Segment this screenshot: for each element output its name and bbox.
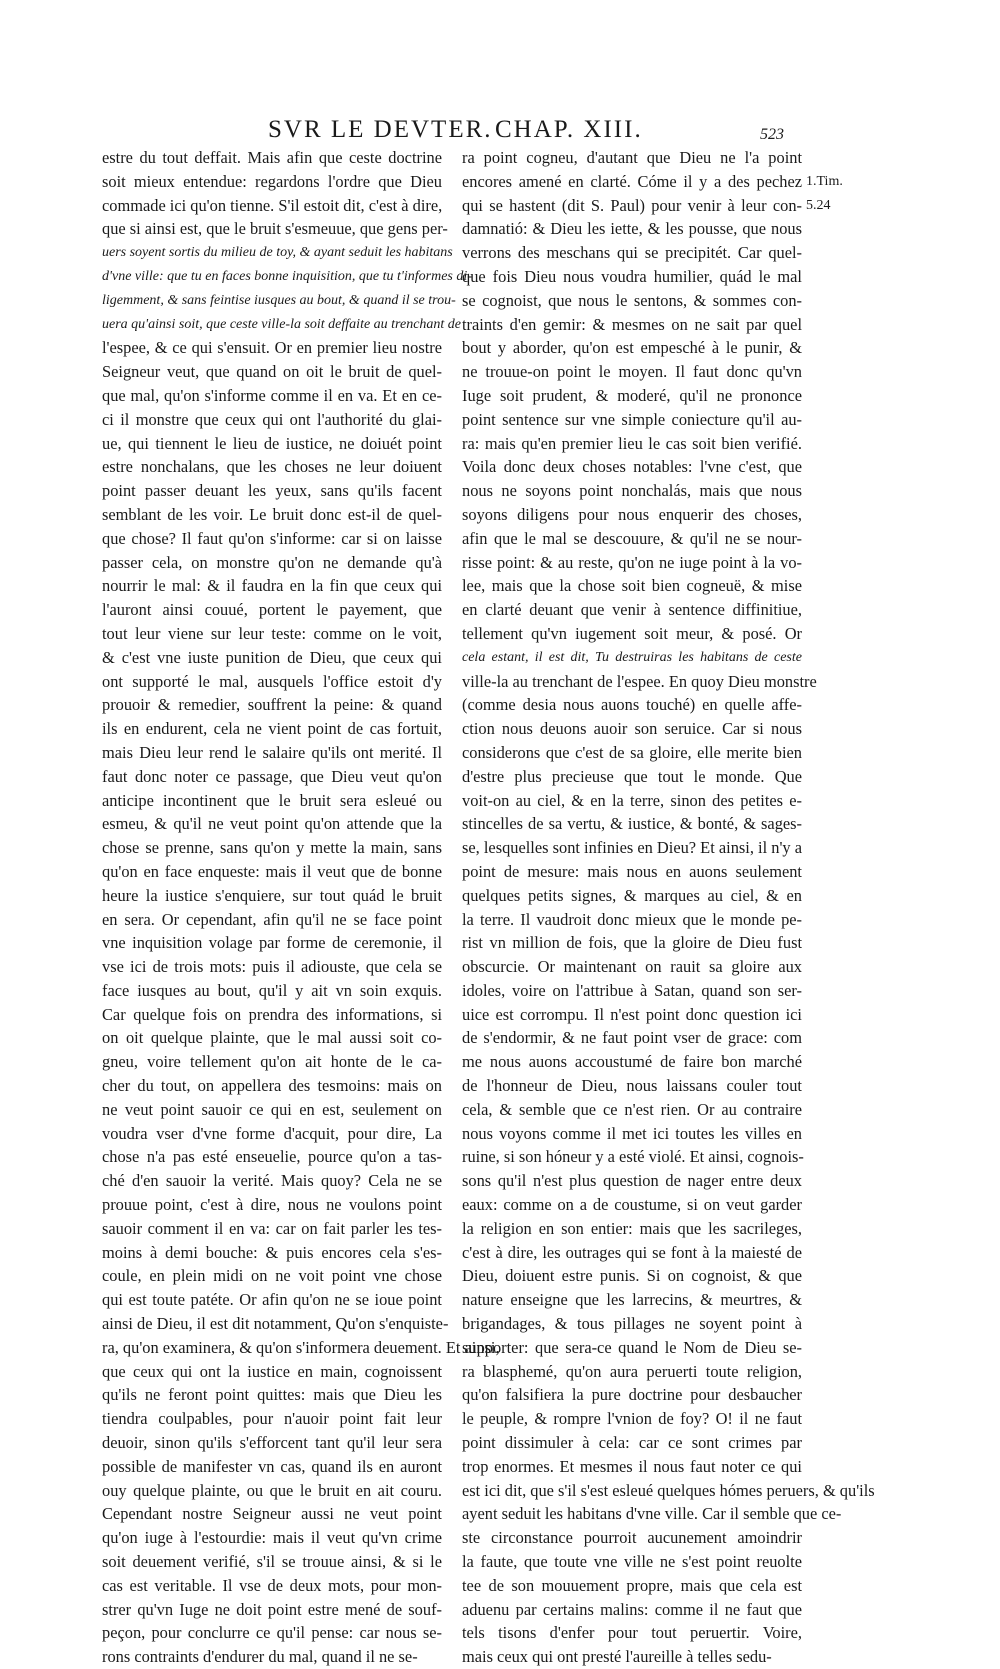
text-line: que mal, qu'on s'informe comme il en va. Et en ce- [102,385,442,405]
text-line: quelques petits signes, & marques au ciel, & en [462,885,802,905]
text-line: mais Dieu leur rend le salaire qu'ils ont merité. Il [102,742,442,762]
text-line: que chose? Il faut qu'on s'informe: car si on laisse [102,528,442,548]
text-line: Cependant nostre Seigneur aussi ne veut point [102,1504,442,1524]
text-line: se cognoist, que nous le sentons, & sommes con- [462,290,802,310]
text-line: gneu, voire tellement qu'on ait honte de le ca- [102,1052,442,1072]
text-line: strer qu'vn Iuge ne doit point estre mené de souf- [102,1599,442,1619]
text-line: soit mieux entendue: regardons l'ordre que Dieu [102,171,442,191]
text-line: qui est toute patéte. Or afin qu'on ne se ioue point [102,1290,442,1310]
text-line: ont supporté le mal, ausquels l'office estoit d'y [102,671,442,691]
text-line: afin que le mal se descouure, & qu'il ne se nour- [462,528,802,548]
text-line: ue, qui tiennent le lieu de iustice, ne doiuét point [102,433,442,453]
text-line: l'auront ainsi couué, portent le payement, que [102,600,442,620]
text-line: mais ceux qui ont presté l'aureille à telles sedu- [462,1647,772,1667]
text-line: tellement qu'vn iugement soit meur, & posé. Or [462,623,802,643]
page-number: 523 [760,126,784,143]
text-line: en clarté deuant que venir à sentence diffinitiue, [462,600,802,620]
text-line: passer cela, on monstre qu'on ne demande qu'à [102,552,442,572]
text-line: face iusques au bout, qu'il y ait vn soin exquis. [102,980,442,1000]
text-line: stincelles de sa vertu, & iustice, & bonté, & sages- [462,814,802,834]
text-line: le peuple, & rompre l'vnion de foy? O! il ne faut [462,1409,802,1429]
text-line: sauoir comment il en va: car on fait parler les tes- [102,1218,442,1238]
text-line: me nous auons accoustumé de faire bon marché [462,1052,802,1072]
text-line: cas est veritable. Il vse de deux mots, pour mon- [102,1575,442,1595]
text-line: deuoir, sinon qu'ils s'efforcent tant qu'il leur sera [102,1433,442,1453]
text-line: risse point: & au reste, qu'on ne iuge point à la vo- [462,552,802,572]
text-line: ché d'en sauoir la verité. Mais quoy? Cela ne se [102,1171,442,1191]
text-line: qu'on iuge à l'estourdie: mais il veut qu'vn crime [102,1528,442,1548]
text-line: Seigneur veut, que quand on oit le bruit de quel- [102,362,442,382]
text-line: trop enormes. Et mesmes il nous faut noter ce qui [462,1456,802,1476]
text-line: on oit quelque plainte, que le mal aussi soit co- [102,1028,442,1048]
text-line: ra point cogneu, d'autant que Dieu ne l'a point [462,148,802,167]
text-line: qui se hastent (dit S. Paul) pour venir à leur con- [462,195,802,215]
text-line: voit-on au ciel, & en la terre, sinon des petites e- [462,790,802,810]
text-line: faut donc noter ce passage, que Dieu veut qu'on [102,766,442,786]
margin-note [806,170,876,218]
text-line: point de mesure: mais nous en auons seulement [462,861,802,881]
text-line: ne veut point sauoir ce qui en est, seulement on [102,1099,442,1119]
text-line: la religion en son entier: mais que les sacrileges, [462,1218,802,1238]
text-line: de s'endormir, & ne faut point vser de grace: com [462,1028,802,1048]
text-line: estre du tout deffait. Mais afin que ceste doctrine [102,148,442,167]
text-line: aduenu par certains malins: comme il ne faut que [462,1599,802,1619]
text-line: la faute, que toute vne ville ne s'est point reuolte [462,1552,802,1572]
text-line: uice est corrompu. Il n'est point donc question ici [462,1004,802,1024]
text-line: traints d'en gemir: & mesmes on ne sait par quel [462,314,802,334]
text-line: ne trouue-on point le moyen. Il faut donc qu'vn [462,362,802,382]
chapter-label: CHAP. XIII. [495,116,643,143]
text-line: peçon, pour conclurre ce qu'il pense: car nous se- [102,1623,442,1643]
text-line: uera qu'ainsi soit, que ceste ville-la soit deffaite au trenchant de [102,316,462,332]
text-line: moins à demi bouche: & puis encores cela s'es- [102,1242,442,1262]
text-line: vne inquisition volage par forme de ceremonie, il [102,933,442,953]
text-line: commade ici qu'on tienne. S'il estoit dit, c'est à dire, [102,195,443,215]
text-line: se, lesquelles sont infinies en Dieu? Et ainsi, il n'y a [462,838,802,858]
text-line: ils en endurent, cela ne vient point de cas fortuit, [102,719,442,739]
text-line: que si ainsi est, que le bruit s'esmeuue, que gens per- [102,219,448,239]
text-line: prouue point, c'est à dire, nous ne voulons point [102,1195,442,1215]
text-line: point sentence sur vne simple coniecture qu'il au- [462,409,802,429]
left-text-column [102,146,500,1669]
text-line: idoles, voire on l'attribue à Satan, quand son ser- [462,980,802,1000]
text-line: d'estre plus precieuse que tout le monde. Que [462,766,802,786]
text-line: point passer deuant les yeux, sans qu'ils facent [102,481,442,501]
text-line: coule, en plein midi on ne voit point vne chose [102,1266,442,1286]
text-line: d'vne ville: que tu en faces bonne inquisition, que tu t'informes di- [102,268,472,284]
text-line: ra: mais qu'en premier lieu le cas soit bien verifié. [462,433,802,453]
text-line: de l'honneur de Dieu, nous laissans couler tout [462,1076,802,1096]
text-line: rist vn million de fois, que la gloire de Dieu fust [462,933,802,953]
text-line: tee de son mouuement propre, mais que cela est [462,1575,802,1595]
text-line: esmeu, & qu'il ne veut point qu'on attende que la [102,814,442,834]
text-line: qu'on falsifiera la pure doctrine pour desbaucher [462,1385,802,1405]
text-line: ligemment, & sans feintise iusques au bout, & quand il se trou- [102,292,456,308]
text-line: ction nous deuons auoir son seruice. Car si nous [462,719,802,739]
text-line: anticipe incontinent que le bruit sera esleué ou [102,790,442,810]
text-line: Car quelque fois on prendra des informations, si [102,1004,442,1024]
text-line: cher du tout, on appellera des tesmoins: mais on [102,1076,442,1096]
text-line: cela estant, il est dit, Tu destruiras les habitans de ceste [462,649,802,665]
text-line: nature enseigne que les larrecins, & meurtres, & [462,1290,802,1310]
text-line: chose n'a pas esté enseuelie, pource qu'on a tas- [102,1147,442,1167]
text-line: ste circonstance pourroit aucunement amoindrir [462,1528,802,1548]
text-line: chose se prenne, sans qu'on y mette la main, sans [102,838,442,858]
text-line: estre nonchalans, que les choses ne leur doiuent [102,457,442,477]
text-line: la terre. Il vaudroit donc mieux que le monde pe- [462,909,802,929]
text-line: vse ici de trois mots: puis il adiouste, que cela se [102,957,442,977]
text-line: l'espee, & ce qui s'ensuit. Or en premier lieu nostre [102,338,442,358]
text-line: bout y aborder, qu'on est empesché à le punir, & [462,338,802,358]
text-line: & c'est vne iuste punition de Dieu, que ceux qui [102,647,442,667]
text-line: est ici dit, que s'il s'est esleué quelques hómes peruers, & qu'ils [462,1480,875,1500]
margin-note-line: 5.24 [806,197,831,213]
text-line: verrons des meschans qui se precipitét. Car quel- [462,243,802,263]
text-line: que fois Dieu nous voudra humilier, quád le mal [462,266,802,286]
text-line: nous ne soyons point nonchalás, mais que nous [462,481,802,501]
text-line: ainsi de Dieu, il est dit notamment, Qu'on s'enquiste- [102,1314,449,1334]
text-line: ra blasphemé, qu'on aura peruerti toute religion, [462,1361,802,1381]
text-line: heure la iustice s'enquiere, sur tout quád le bruit [102,885,442,905]
text-line: eaux: comme on a de coustume, si on veut garder [462,1195,802,1215]
text-line: nourrir le mal: & il faudra en la fin que ceux qui [102,576,442,596]
text-line: tiendra coulpables, pour n'auoir point fait leur [102,1409,442,1429]
text-line: point dissimuler à cela: car ce sont crimes par [462,1433,802,1453]
running-title: SVR LE DEVTER. [268,116,493,143]
text-line: c'est à dire, les outrages qui se font à la maiesté de [462,1242,802,1262]
text-line: lee, mais que la chose soit bien cogneuë, & mise [462,576,802,596]
text-line: voudra vser d'vne forme d'acquit, pour dire, La [102,1123,442,1143]
text-line: tels tisons d'enfer pour tout peruertir. Voire, [462,1623,802,1643]
text-line: encores amené en clarté. Cóme il y a des pechez [462,171,802,191]
text-line: considerons que c'est de sa gloire, elle merite bien [462,742,802,762]
text-line: (comme desia nous auons touché) en quelle affe- [462,695,802,715]
text-line: damnatió: & Dieu les iette, & les pousse, que nous [462,219,802,239]
text-line: obscurcie. Or maintenant on rauit sa gloire aux [462,957,802,977]
text-line: ouy quelque plainte, ou que le bruit en ait couru. [102,1480,442,1500]
text-line: ville-la au trenchant de l'espee. En quoy Dieu monstre [462,671,817,691]
text-line: uers soyent sortis du milieu de toy, & ayant seduit les habitans [102,245,453,261]
text-line: Dieu, doiuent estre punis. Si on cognoist, & que [462,1266,802,1286]
text-line: qu'on en face enqueste: mais il veut que de bonne [102,861,442,881]
text-line: ayent seduit les habitans d'vne ville. Car il semble que ce- [462,1504,842,1524]
text-line: brigandages, & tous pillages ne soyent point à [462,1314,802,1334]
text-line: rons contraints d'endurer du mal, quand il ne se- [102,1647,418,1667]
text-line: soyons diligens pour nous enquerir des choses, [462,504,802,524]
text-line: tout leur viene sur leur teste: comme on le voit, [102,623,442,643]
text-line: supporter: que sera-ce quand le Nom de Dieu se- [462,1337,802,1357]
text-line: Voila donc deux choses notables: l'vne c'est, que [462,457,802,477]
text-line: ruine, si son hóneur y a esté violé. Et ainsi, cognois- [462,1147,804,1167]
text-line: sons qu'il n'est plus question de nager entre deux [462,1171,802,1191]
text-line: que ceux qui ont la iustice en main, cognoissent [102,1361,442,1381]
text-line: nous voyons comme il met ici toutes les villes en [462,1123,802,1143]
text-line: prouoir & remedier, souffrent la peine: & quand [102,695,442,715]
text-line: en sera. Or cependant, afin qu'il ne se face point [102,909,442,929]
text-line: ra, qu'on examinera, & qu'on s'informera deuement. Et ainsi, [102,1337,500,1357]
text-line: cela, & semble que ce n'est rien. Or au contraire [462,1099,802,1119]
text-line: semblant de les voir. Le bruit donc est-il de quel- [102,504,442,524]
text-line: soit deuement verifié, s'il se trouue ainsi, & si le [102,1552,442,1572]
text-line: Iuge soit prudent, & moderé, qu'il ne prononce [462,385,802,405]
margin-note-line: 1.Tim. [806,174,843,189]
text-line: possible de manifester vn cas, quand ils en auront [102,1456,442,1476]
text-line: qu'ils ne feront point quittes: mais que Dieu les [102,1385,442,1405]
text-line: ci il monstre que ceux qui ont l'authorité du glai- [102,409,442,429]
